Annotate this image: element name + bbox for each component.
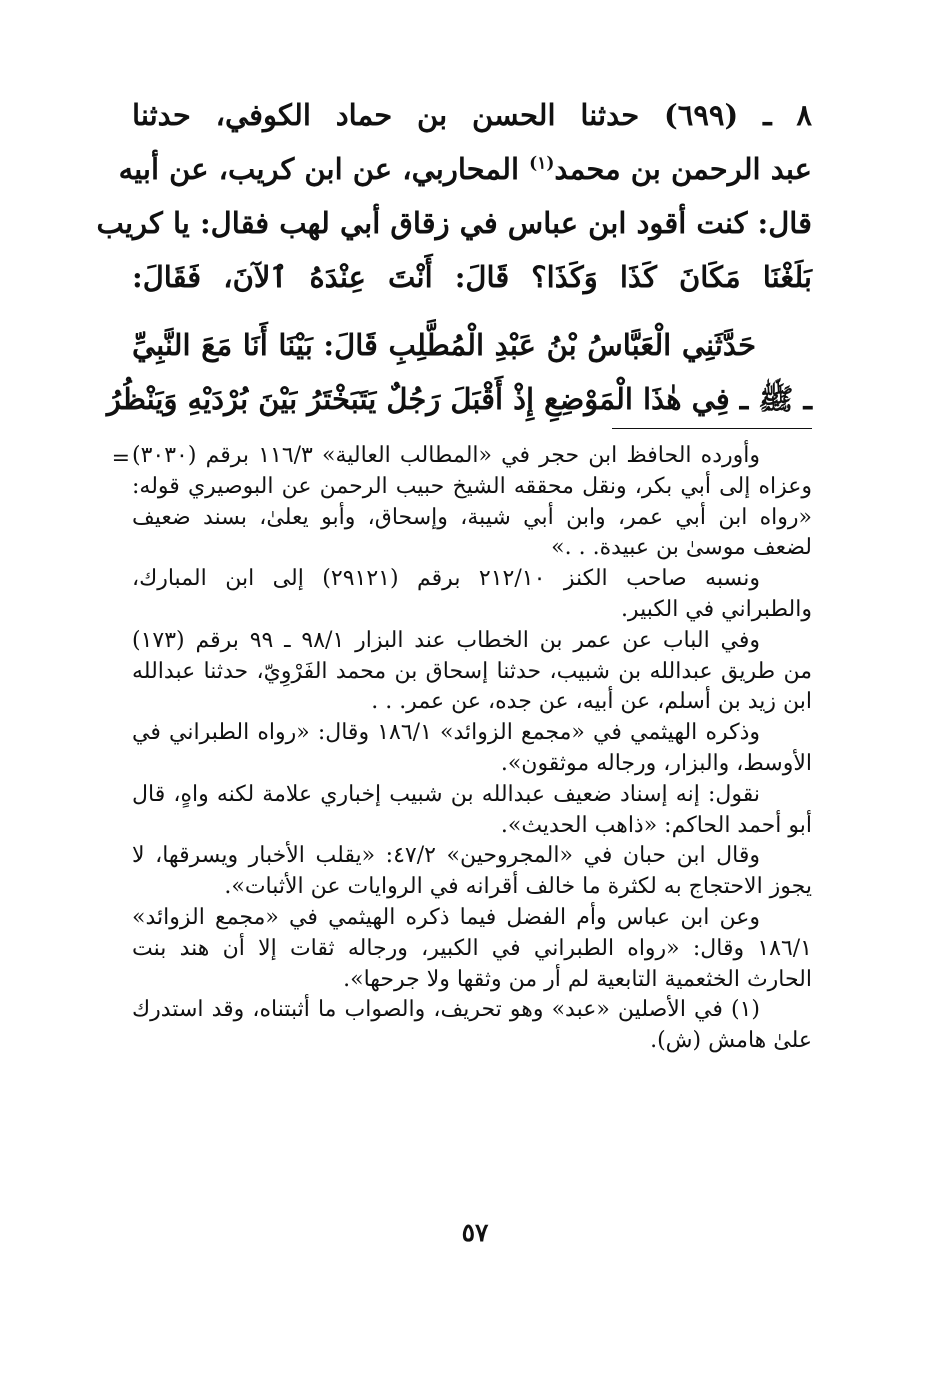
footnotes-section	[132, 441, 812, 1057]
footnote-line: وذكره الهيثمي في «مجمع الزوائد» ١٨٦/١ وقال: «رواه الطبراني في	[132, 720, 760, 746]
footnote-line: علىٰ هامش (ش).	[650, 1028, 812, 1054]
main-text-line	[118, 142, 812, 196]
footnote-separator	[612, 428, 812, 429]
footnote-paragraph	[132, 903, 812, 995]
footnote-paragraph	[132, 995, 812, 1057]
vocalized-line: ـ ﷺ ـ فِي هٰذَا الْمَوْضِعِ إِذْ أَقْبَلَ رَجُلٌ يَتَبَخْتَرُ بَيْنَ بُرْدَيْهِ وَيَنْظُرُ	[106, 382, 812, 416]
footnote-line: نقول: إنه إسناد ضعيف عبدالله بن شبيب إخباري علامة لكنه واهٍ، قال	[132, 781, 760, 807]
hadith-main-text	[96, 88, 812, 426]
main-text-line-start: عبد الرحمن بن محمد	[554, 152, 812, 186]
vocalized-hadith-text	[106, 318, 812, 426]
page-number: ٥٧	[461, 1218, 489, 1247]
footnote-line: الحارث الخثعمية التابعية لم أر من وثقها ولا جرحها».	[343, 966, 812, 992]
footnote-line: الأوسط، والبزار، ورجاله موثقون».	[500, 750, 812, 776]
footnote-paragraph	[132, 780, 812, 842]
footnote-line: والطبراني في الكبير.	[620, 596, 812, 622]
footnote-line: أبو أحمد الحاكم: «ذاهب الحديث».	[500, 812, 812, 838]
main-text-line: قال: كنت أقود ابن عباس في زقاق أبي لهب فقال: يا كريب	[96, 206, 812, 240]
vocalized-line: حَدَّثَنِي الْعَبَّاسُ بْنُ عَبْدِ الْمُطَّلِبِ قَالَ: بَيْنَا أَنَا مَعَ النَّبِيِّ	[132, 328, 756, 362]
main-text-line: بَلَغْنَا مَكَانَ كَذَا وَكَذَا؟ قَالَ: أَنْتَ عِنْدَهُ ٱلآنَ، فَقَالَ:	[132, 260, 812, 294]
main-text-line: ٨ ـ (٦٩٩) حدثنا الحسن بن حماد الكوفي، حدثنا	[132, 98, 812, 132]
footnote-line: وفي الباب عن عمر بن الخطاب عند البزار ٩٨/١ ـ ٩٩ برقم (١٧٣)	[132, 627, 760, 653]
footnote-paragraph	[132, 441, 812, 564]
footnote-line: لضعف موسىٰ بن عبيدة. . .»	[551, 535, 812, 561]
footnote-line: «رواه ابن أبي عمر، وابن أبي شيبة، وإسحاق، وأبو يعلىٰ، بسند ضعيف	[132, 504, 812, 530]
footnote-line: وقال ابن حبان في «المجروحين» ٤٧/٢: «يقلب الأخبار ويسرقها، لا	[132, 843, 760, 869]
footnote-line: وعن ابن عباس وأم الفضل فيما ذكره الهيثمي في «مجمع الزوائد»	[132, 904, 760, 930]
footnote-paragraph	[132, 626, 812, 718]
footnote-line: من طريق عبدالله بن شبيب، حدثنا إسحاق بن محمد الفَرْوِيّ، حدثنا عبدالله	[132, 658, 812, 684]
continuation-mark: =	[111, 446, 130, 471]
footnote-paragraph	[132, 718, 812, 780]
footnote-paragraph	[132, 564, 812, 626]
footnote-line: وأورده الحافظ ابن حجر في «المطالب العالية» ١١٦/٣ برقم (٣٠٣٠)	[132, 443, 760, 468]
footnote-reference: (١)	[529, 153, 555, 174]
footnote-line: وعزاه إلى أبي بكر، ونقل محققه الشيخ حبيب الرحمن عن البوصيري قوله:	[132, 473, 812, 499]
footnote-line: يجوز الاحتجاج به لكثرة ما خالف أقرانه في الروايات عن الأثبات».	[224, 874, 812, 900]
footnote-line: ابن زيد بن أسلم، عن أبيه، عن جده، عن عمر. . .	[371, 689, 812, 715]
footnote-line: ونسبه صاحب الكنز ٢١٢/١٠ برقم (٢٩١٢١) إلى ابن المبارك،	[132, 566, 760, 592]
footnote-paragraph	[132, 841, 812, 903]
footnote-line: (١) في الأصلين «عبد» وهو تحريف، والصواب ما أثبتناه، وقد استدرك	[132, 997, 760, 1023]
main-text-line-end: المحاربي، عن ابن كريب، عن أبيه	[118, 152, 530, 186]
footnote-line: ١٨٦/١ وقال: «رواه الطبراني في الكبير، ورجاله ثقات إلا أن هند بنت	[132, 935, 812, 961]
